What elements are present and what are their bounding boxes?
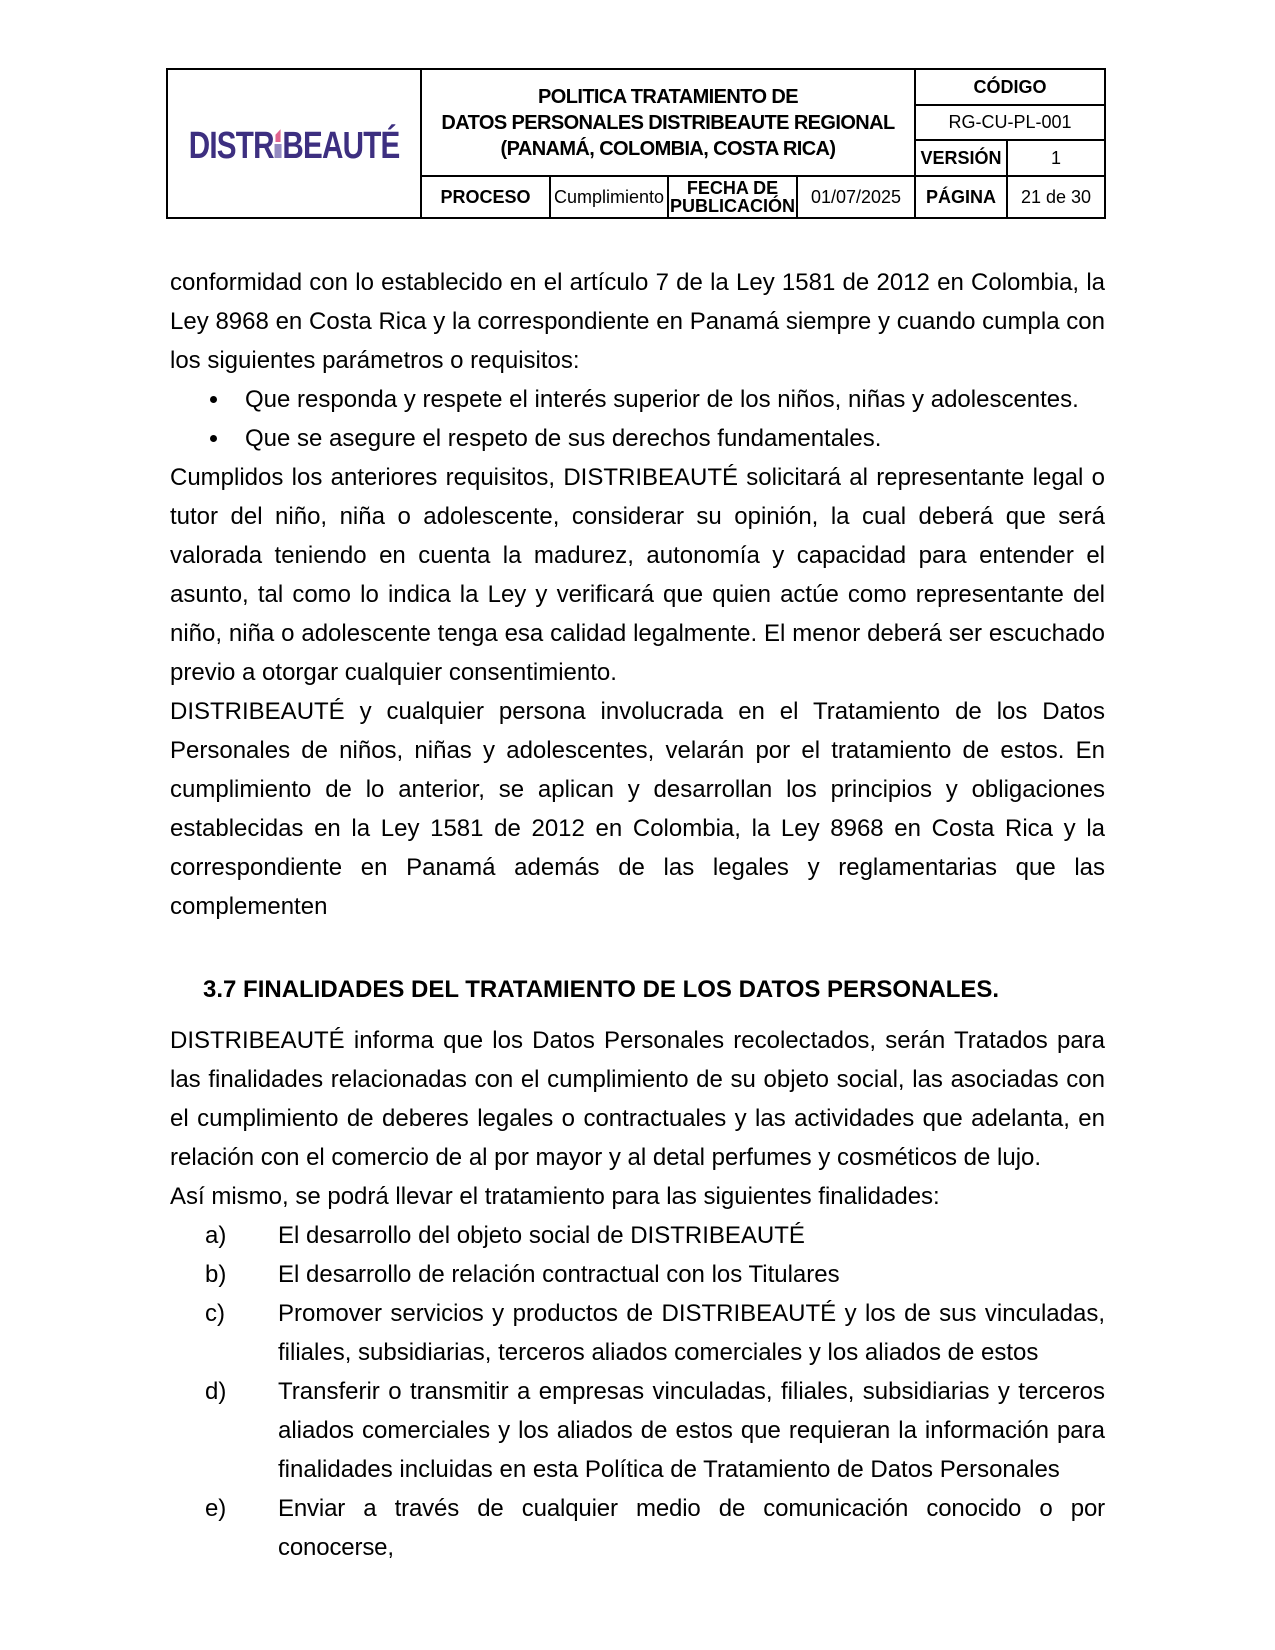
document-title <box>422 70 916 177</box>
pagina-label: PÁGINA <box>916 177 1008 217</box>
document-body <box>170 263 1105 1567</box>
distribeaute-logo <box>188 125 400 167</box>
lipstick-tip-icon <box>275 129 280 142</box>
bullet-icon <box>210 435 217 442</box>
list-item-text: Promover servicios y productos de DISTRIBEAUTÉ y los de sus vinculadas, filiales, subsidiarias, terceros aliados comerciales y los aliados de estos <box>278 1300 1105 1366</box>
paragraph-cumplidos: Cumplidos los anteriores requisitos, DISTRIBEAUTÉ solicitará al representante legal o tutor del niño, niña o adolescente, considerar su opinión, la cual deberá que será valorada teniendo en cuenta la madurez, autonomía y capacidad para entender el asunto, tal como lo indica la Ley y verificará que quien actúe como representante del niño, niña o adolescente tenga esa calidad legalmente. El menor deberá ser escuchado previo a otorgar cualquier consentimiento. <box>170 464 1105 686</box>
bullet-text: Que se asegure el respeto de sus derechos fundamentales. <box>245 425 882 452</box>
title-line-1: POLITICA TRATAMIENTO DE <box>538 85 798 108</box>
list-item-text: El desarrollo del objeto social de DISTRIBEAUTÉ <box>278 1222 805 1249</box>
logo-text-post: BEAUTÉ <box>282 125 400 167</box>
pagina-value: 21 de 30 <box>1020 186 1092 207</box>
document-header-table <box>166 68 1106 219</box>
paragraph-conformidad: conformidad con lo establecido en el artículo 7 de la Ley 1581 de 2012 en Colombia, la Ley 8968 en Costa Rica y la correspondiente en Panamá siempre y cuando cumpla con los siguientes parámetros o requisitos: <box>170 269 1105 374</box>
title-line-2: DATOS PERSONALES DISTRIBEAUTE REGIONAL <box>441 111 895 134</box>
proceso-label: PROCESO <box>422 177 551 217</box>
bullet-text: Que responda y respete el interés superior de los niños, niñas y adolescentes. <box>245 386 1079 413</box>
fecha-publicacion-value: 01/07/2025 <box>798 177 916 217</box>
logo-cell <box>168 70 422 217</box>
codigo-label: CÓDIGO <box>916 70 1104 106</box>
list-item-a <box>170 1216 1105 1255</box>
lipstick-icon <box>274 129 281 158</box>
list-marker: c) <box>205 1300 225 1327</box>
list-marker: b) <box>205 1261 227 1288</box>
version-label: VERSIÓN <box>916 141 1008 177</box>
lipstick-stem-icon <box>274 144 281 158</box>
bullet-item <box>170 419 1105 458</box>
bullet-item <box>170 380 1105 419</box>
list-item-e <box>170 1489 1105 1567</box>
proceso-value: Cumplimiento <box>551 177 669 217</box>
list-item-text: Enviar a través de cualquier medio de comunicación conocido o por conocerse, <box>278 1495 1105 1561</box>
paragraph-distribeaute-velaran: DISTRIBEAUTÉ y cualquier persona involucrada en el Tratamiento de los Datos Personales de niños, niñas y adolescentes, velarán por el tratamiento de estos. En cumplimiento de lo anterior, se aplican y desarrollan los principios y obligaciones establecidas en la Ley 1581 de 2012 en Colombia, la Ley 8968 en Costa Rica y la correspondiente en Panamá además de las legales y reglamentarias que las complementen <box>170 698 1105 920</box>
list-item-c <box>170 1294 1105 1372</box>
list-marker: d) <box>205 1378 227 1405</box>
list-item-text: El desarrollo de relación contractual con los Titulares <box>278 1261 840 1288</box>
codigo-value: RG-CU-PL-001 <box>916 106 1104 141</box>
fecha-publicacion-label: FECHA DE PUBLICACIÓN <box>669 177 798 217</box>
list-item-text: Transferir o transmitir a empresas vinculadas, filiales, subsidiarias y terceros aliados comerciales y los aliados de estos que requieran la información para finalidades incluidas en esta Política de Tratamiento de Datos Personales <box>278 1378 1105 1483</box>
list-marker: e) <box>205 1495 227 1522</box>
title-line-3: (PANAMÁ, COLOMBIA, COSTA RICA) <box>500 137 836 160</box>
list-item-b <box>170 1255 1105 1294</box>
version-value: 1 <box>1008 141 1104 177</box>
section-heading-3-7: 3.7 FINALIDADES DEL TRATAMIENTO DE LOS DATOS PERSONALES. <box>203 976 1000 1003</box>
paragraph-asi-mismo: Así mismo, se podrá llevar el tratamiento para las siguientes finalidades: <box>170 1183 940 1210</box>
list-item-d <box>170 1372 1105 1489</box>
list-marker: a) <box>205 1222 227 1249</box>
paragraph-finalidades-intro: DISTRIBEAUTÉ informa que los Datos Personales recolectados, serán Tratados para las finalidades relacionadas con el cumplimiento de su objeto social, las asociadas con el cumplimiento de deberes legales o contractuales y las actividades que adelanta, en relación con el comercio de al por mayor y al detal perfumes y cosméticos de lujo. <box>170 1027 1105 1171</box>
logo-text-pre: DISTR <box>188 125 274 167</box>
bullet-icon <box>210 396 217 403</box>
